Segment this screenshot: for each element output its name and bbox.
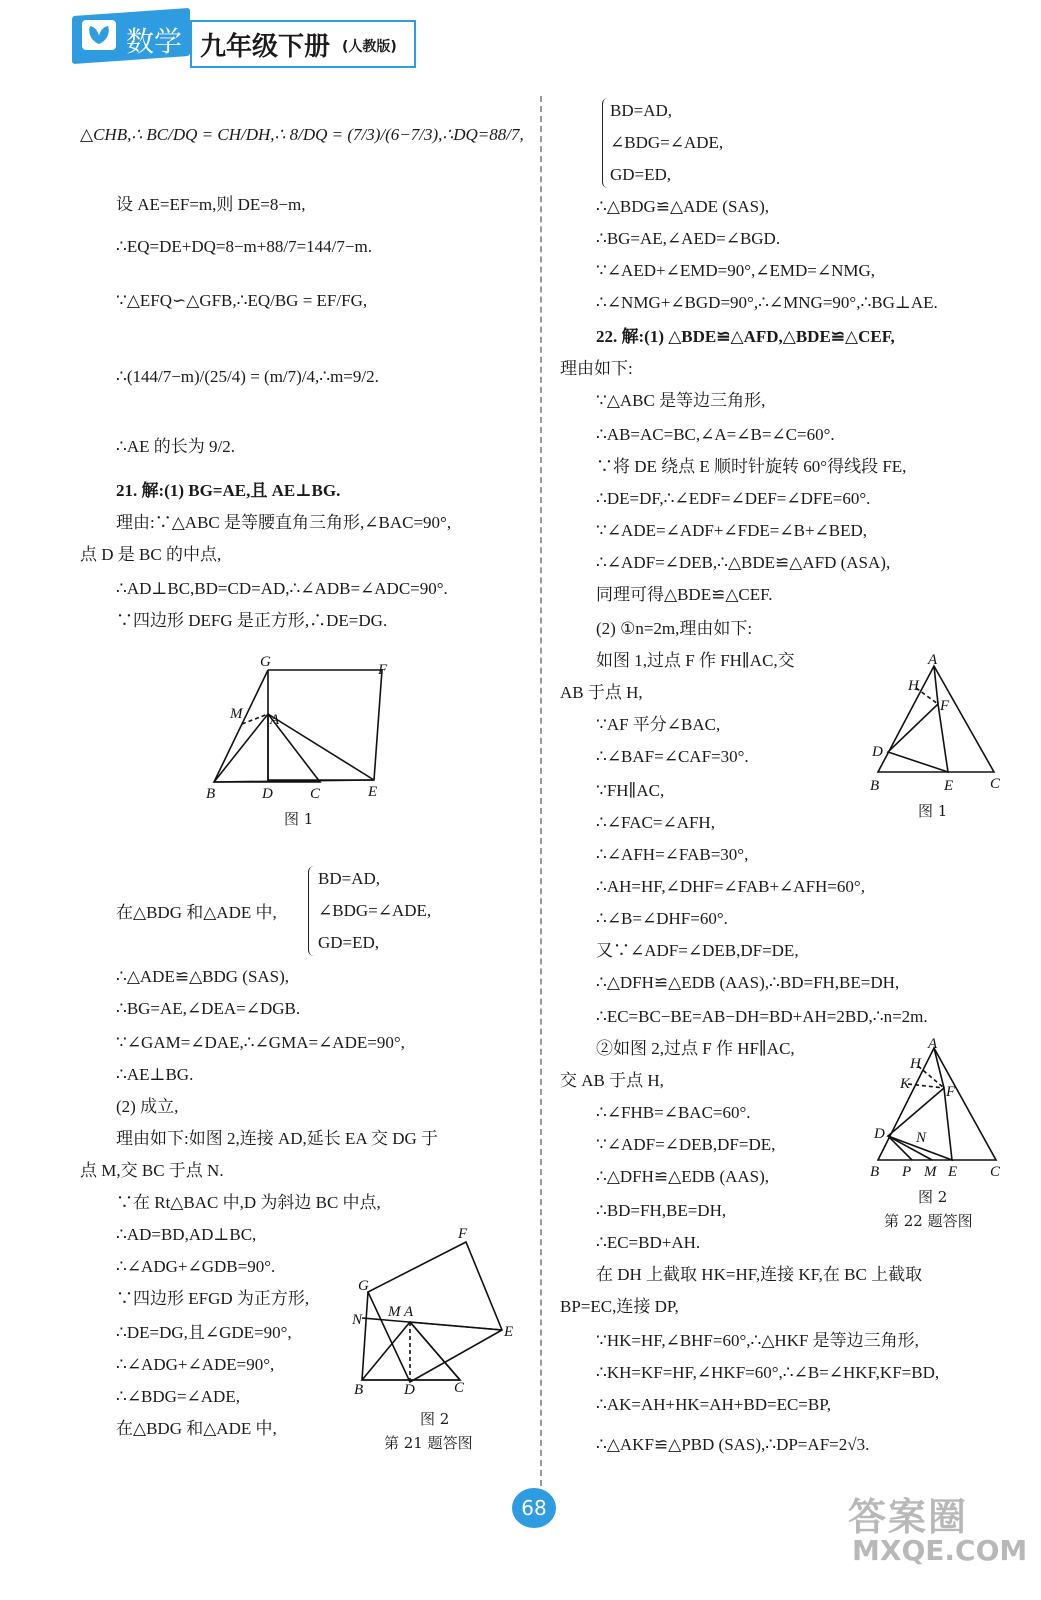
text-line: ∴KH=KF=HF,∠HKF=60°,∴∠B=∠HKF,KF=BD,	[596, 1363, 940, 1382]
text-line: ∵将 DE 绕点 E 顺时针旋转 60°得线段 FE,	[596, 457, 907, 476]
svg-text:M: M	[924, 1164, 937, 1180]
text-line: 同理可得△BDE≌△CEF.	[596, 585, 773, 604]
text-line: 理由:∵△ABC 是等腰直角三角形,∠BAC=90°,	[116, 513, 452, 532]
figure-caption: 第 22 题答图	[884, 1212, 973, 1230]
text-line: BP=EC,连接 DP,	[560, 1297, 679, 1316]
text-line: 设 AE=EF=m,则 DE=8−m,	[116, 195, 306, 214]
text-line: 在△BDG 和△ADE 中,	[116, 903, 277, 922]
text-line: ②如图 2,过点 F 作 HF∥AC,	[596, 1039, 795, 1058]
svg-text:C: C	[990, 1164, 1001, 1180]
text-line: ∴∠BDG=∠ADE,	[116, 1387, 240, 1406]
text-line: ∴∠FAC=∠AFH,	[596, 813, 715, 832]
text-line: 又∵∠ADF=∠DEB,DF=DE,	[596, 941, 799, 960]
svg-text:B: B	[206, 786, 216, 802]
svg-text:E: E	[948, 1164, 958, 1180]
figure-caption: 第 21 题答图	[384, 1434, 473, 1452]
text-line: 理由如下:	[560, 359, 633, 378]
figure-21-1	[196, 652, 406, 802]
text-line: GD=ED,	[318, 933, 380, 952]
text-line: (2) ①n=2m,理由如下:	[596, 619, 753, 638]
page-number: 68	[512, 1488, 556, 1528]
svg-text:D: D	[874, 1126, 885, 1142]
header-title-box	[190, 20, 416, 68]
text-line: ∴AD⊥BC,BD=CD=AD,∴∠ADB=∠ADC=90°.	[116, 579, 448, 598]
text-line: 点 M,交 BC 于点 N.	[80, 1161, 224, 1180]
svg-text:H: H	[910, 1056, 921, 1072]
figure-caption: 图 1	[284, 810, 314, 828]
text-line: ∴EC=BC−BE=AB−DH=BD+AH=2BD,∴n=2m.	[596, 1007, 928, 1026]
svg-text:H: H	[908, 678, 919, 694]
text-line: ∴AE⊥BG.	[116, 1065, 194, 1084]
figure-caption: 图 2	[420, 1410, 450, 1428]
text-line: 理由如下:如图 2,连接 AD,延长 EA 交 DG 于	[116, 1129, 439, 1148]
text-line: ∴∠FHB=∠BAC=60°.	[596, 1103, 751, 1122]
text-line: ∵∠ADE=∠ADF+∠FDE=∠B+∠BED,	[596, 521, 868, 540]
text-line: ∠BDG=∠ADE,	[318, 901, 432, 920]
svg-text:P: P	[902, 1164, 912, 1180]
text-line: ∴△DFH≌△EDB (AAS),	[596, 1167, 770, 1186]
text-line: ∵∠AED+∠EMD=90°,∠EMD=∠NMG,	[596, 261, 876, 280]
text-line: ∴∠ADF=∠DEB,∴△BDE≌△AFD (ASA),	[596, 553, 891, 572]
text-line: GD=ED,	[610, 165, 672, 184]
svg-text:B: B	[870, 1164, 880, 1180]
svg-text:D: D	[262, 786, 273, 802]
text-line: ∴AB=AC=BC,∠A=∠B=∠C=60°.	[596, 425, 835, 444]
text-line: ∵△ABC 是等边三角形,	[596, 391, 766, 410]
text-line: ∴AH=HF,∠DHF=∠FAB+∠AFH=60°,	[596, 877, 865, 896]
text-line: ∴BG=AE,∠DEA=∠DGB.	[116, 999, 301, 1018]
text-line: 交 AB 于点 H,	[560, 1071, 664, 1090]
svg-text:C: C	[990, 776, 1001, 792]
text-line: ∵HK=HF,∠BHF=60°,∴△HKF 是等边三角形,	[596, 1331, 919, 1350]
watermark-url: MXQE.COM	[852, 1534, 1028, 1567]
text-line: ∵∠GAM=∠DAE,∴∠GMA=∠ADE=90°,	[116, 1033, 405, 1052]
text-line: 如图 1,过点 F 作 FH∥AC,交	[596, 651, 795, 670]
svg-text:G: G	[260, 654, 271, 670]
text-line: ∴∠ADG+∠ADE=90°,	[116, 1355, 275, 1374]
system-brace	[602, 98, 609, 188]
watermark-text: 答案圈	[848, 1495, 969, 1539]
text-line: ∵四边形 EFGD 为正方形,	[116, 1289, 310, 1308]
text-line: ∵FH∥AC,	[596, 781, 665, 800]
svg-text:M: M	[388, 1304, 401, 1320]
figure-22-1	[866, 652, 1006, 792]
text-line: ∵四边形 DEFG 是正方形,∴DE=DG.	[116, 611, 388, 630]
svg-text:E: E	[504, 1324, 514, 1340]
svg-text:B: B	[870, 778, 880, 792]
text-line: ∴∠ADG+∠GDB=90°.	[116, 1257, 276, 1276]
column-divider	[540, 96, 542, 1496]
svg-text:F: F	[946, 1084, 956, 1100]
text-line: ∴△BDG≌△ADE (SAS),	[596, 197, 770, 216]
text-line: ∴EC=BD+AH.	[596, 1233, 701, 1252]
svg-text:E: E	[368, 784, 378, 800]
svg-text:C: C	[454, 1380, 465, 1396]
figure-22-2	[866, 1036, 1006, 1182]
svg-text:D: D	[872, 744, 883, 760]
text-line: ∴AK=AH+HK=AH+BD=EC=BP,	[596, 1395, 832, 1414]
text-line: 点 D 是 BC 的中点,	[80, 545, 222, 564]
text-line: ∠BDG=∠ADE,	[610, 133, 724, 152]
text-line: ∴AD=BD,AD⊥BC,	[116, 1225, 257, 1244]
header-subject: 数学	[126, 25, 183, 58]
text-line: ∴∠BAF=∠CAF=30°.	[596, 747, 749, 766]
text-line: ∴△ADE≌△BDG (SAS),	[116, 967, 290, 986]
text-line: △CHB,∴ BC/DQ = CH/DH,∴ 8/DQ = (7/3)/(6−7/3),∴DQ=88/7,	[80, 125, 524, 144]
text-line: ∴AE 的长为 9/2.	[116, 437, 235, 456]
svg-text:C: C	[310, 786, 321, 802]
svg-text:E: E	[944, 778, 954, 792]
svg-text:N: N	[352, 1312, 363, 1328]
svg-text:F: F	[458, 1226, 468, 1242]
system-brace	[308, 866, 315, 956]
text-line: BD=AD,	[610, 101, 673, 120]
svg-text:M: M	[230, 706, 243, 722]
svg-text:G: G	[358, 1278, 369, 1294]
question-21: 21. 解:(1) BG=AE,且 AE⊥BG.	[116, 481, 341, 500]
svg-text:A: A	[404, 1304, 414, 1320]
svg-text:A: A	[928, 652, 938, 668]
text-line: ∴DE=DF,∴∠EDF=∠DEF=∠DFE=60°.	[596, 489, 871, 508]
header-edition: (人教版)	[342, 39, 397, 55]
svg-text:B: B	[354, 1382, 364, 1398]
text-line: BD=AD,	[318, 869, 381, 888]
figure-caption: 图 2	[918, 1188, 948, 1206]
svg-text:D: D	[404, 1382, 415, 1398]
text-line: AB 于点 H,	[560, 683, 643, 702]
text-line: ∵∠ADF=∠DEB,DF=DE,	[596, 1135, 776, 1154]
text-line: ∴BD=FH,BE=DH,	[596, 1201, 727, 1220]
page-header	[72, 6, 412, 80]
figure-caption: 图 1	[918, 802, 948, 820]
leaf-icon	[82, 20, 116, 50]
text-line: ∴BG=AE,∠AED=∠BGD.	[596, 229, 781, 248]
text-line: ∴EQ=DE+DQ=8−m+88/7=144/7−m.	[116, 237, 372, 256]
header-grade: 九年级下册	[200, 32, 331, 62]
text-line: ∴△AKF≌△PBD (SAS),∴DP=AF=2√3.	[596, 1435, 870, 1454]
text-line: ∴∠B=∠DHF=60°.	[596, 909, 728, 928]
text-line: ∴DE=DG,且∠GDE=90°,	[116, 1323, 292, 1342]
svg-text:F: F	[940, 698, 950, 714]
text-line: 在 DH 上截取 HK=HF,连接 KF,在 BC 上截取	[596, 1265, 923, 1284]
svg-text:K: K	[900, 1076, 911, 1092]
svg-text:A: A	[928, 1036, 938, 1052]
text-line: (2) 成立,	[116, 1097, 179, 1116]
text-line: ∵在 Rt△BAC 中,D 为斜边 BC 中点,	[116, 1193, 381, 1212]
text-line: 在△BDG 和△ADE 中,	[116, 1419, 277, 1438]
svg-text:F: F	[378, 662, 388, 678]
text-line: ∵△EFQ∽△GFB,∴EQ/BG = EF/FG,	[116, 291, 368, 310]
text-line: ∴∠NMG+∠BGD=90°,∴∠MNG=90°,∴BG⊥AE.	[596, 293, 938, 312]
text-line: ∵AF 平分∠BAC,	[596, 715, 721, 734]
text-line: ∴∠AFH=∠FAB=30°,	[596, 845, 749, 864]
svg-text:N: N	[916, 1130, 927, 1146]
text-line: ∴(144/7−m)/(25/4) = (m/7)/4,∴m=9/2.	[116, 367, 379, 386]
question-22: 22. 解:(1) △BDE≌△AFD,△BDE≌△CEF,	[596, 327, 895, 346]
figure-21-2	[348, 1222, 524, 1398]
svg-text:A: A	[270, 712, 280, 728]
text-line: ∴△DFH≌△EDB (AAS),∴BD=FH,BE=DH,	[596, 973, 900, 992]
